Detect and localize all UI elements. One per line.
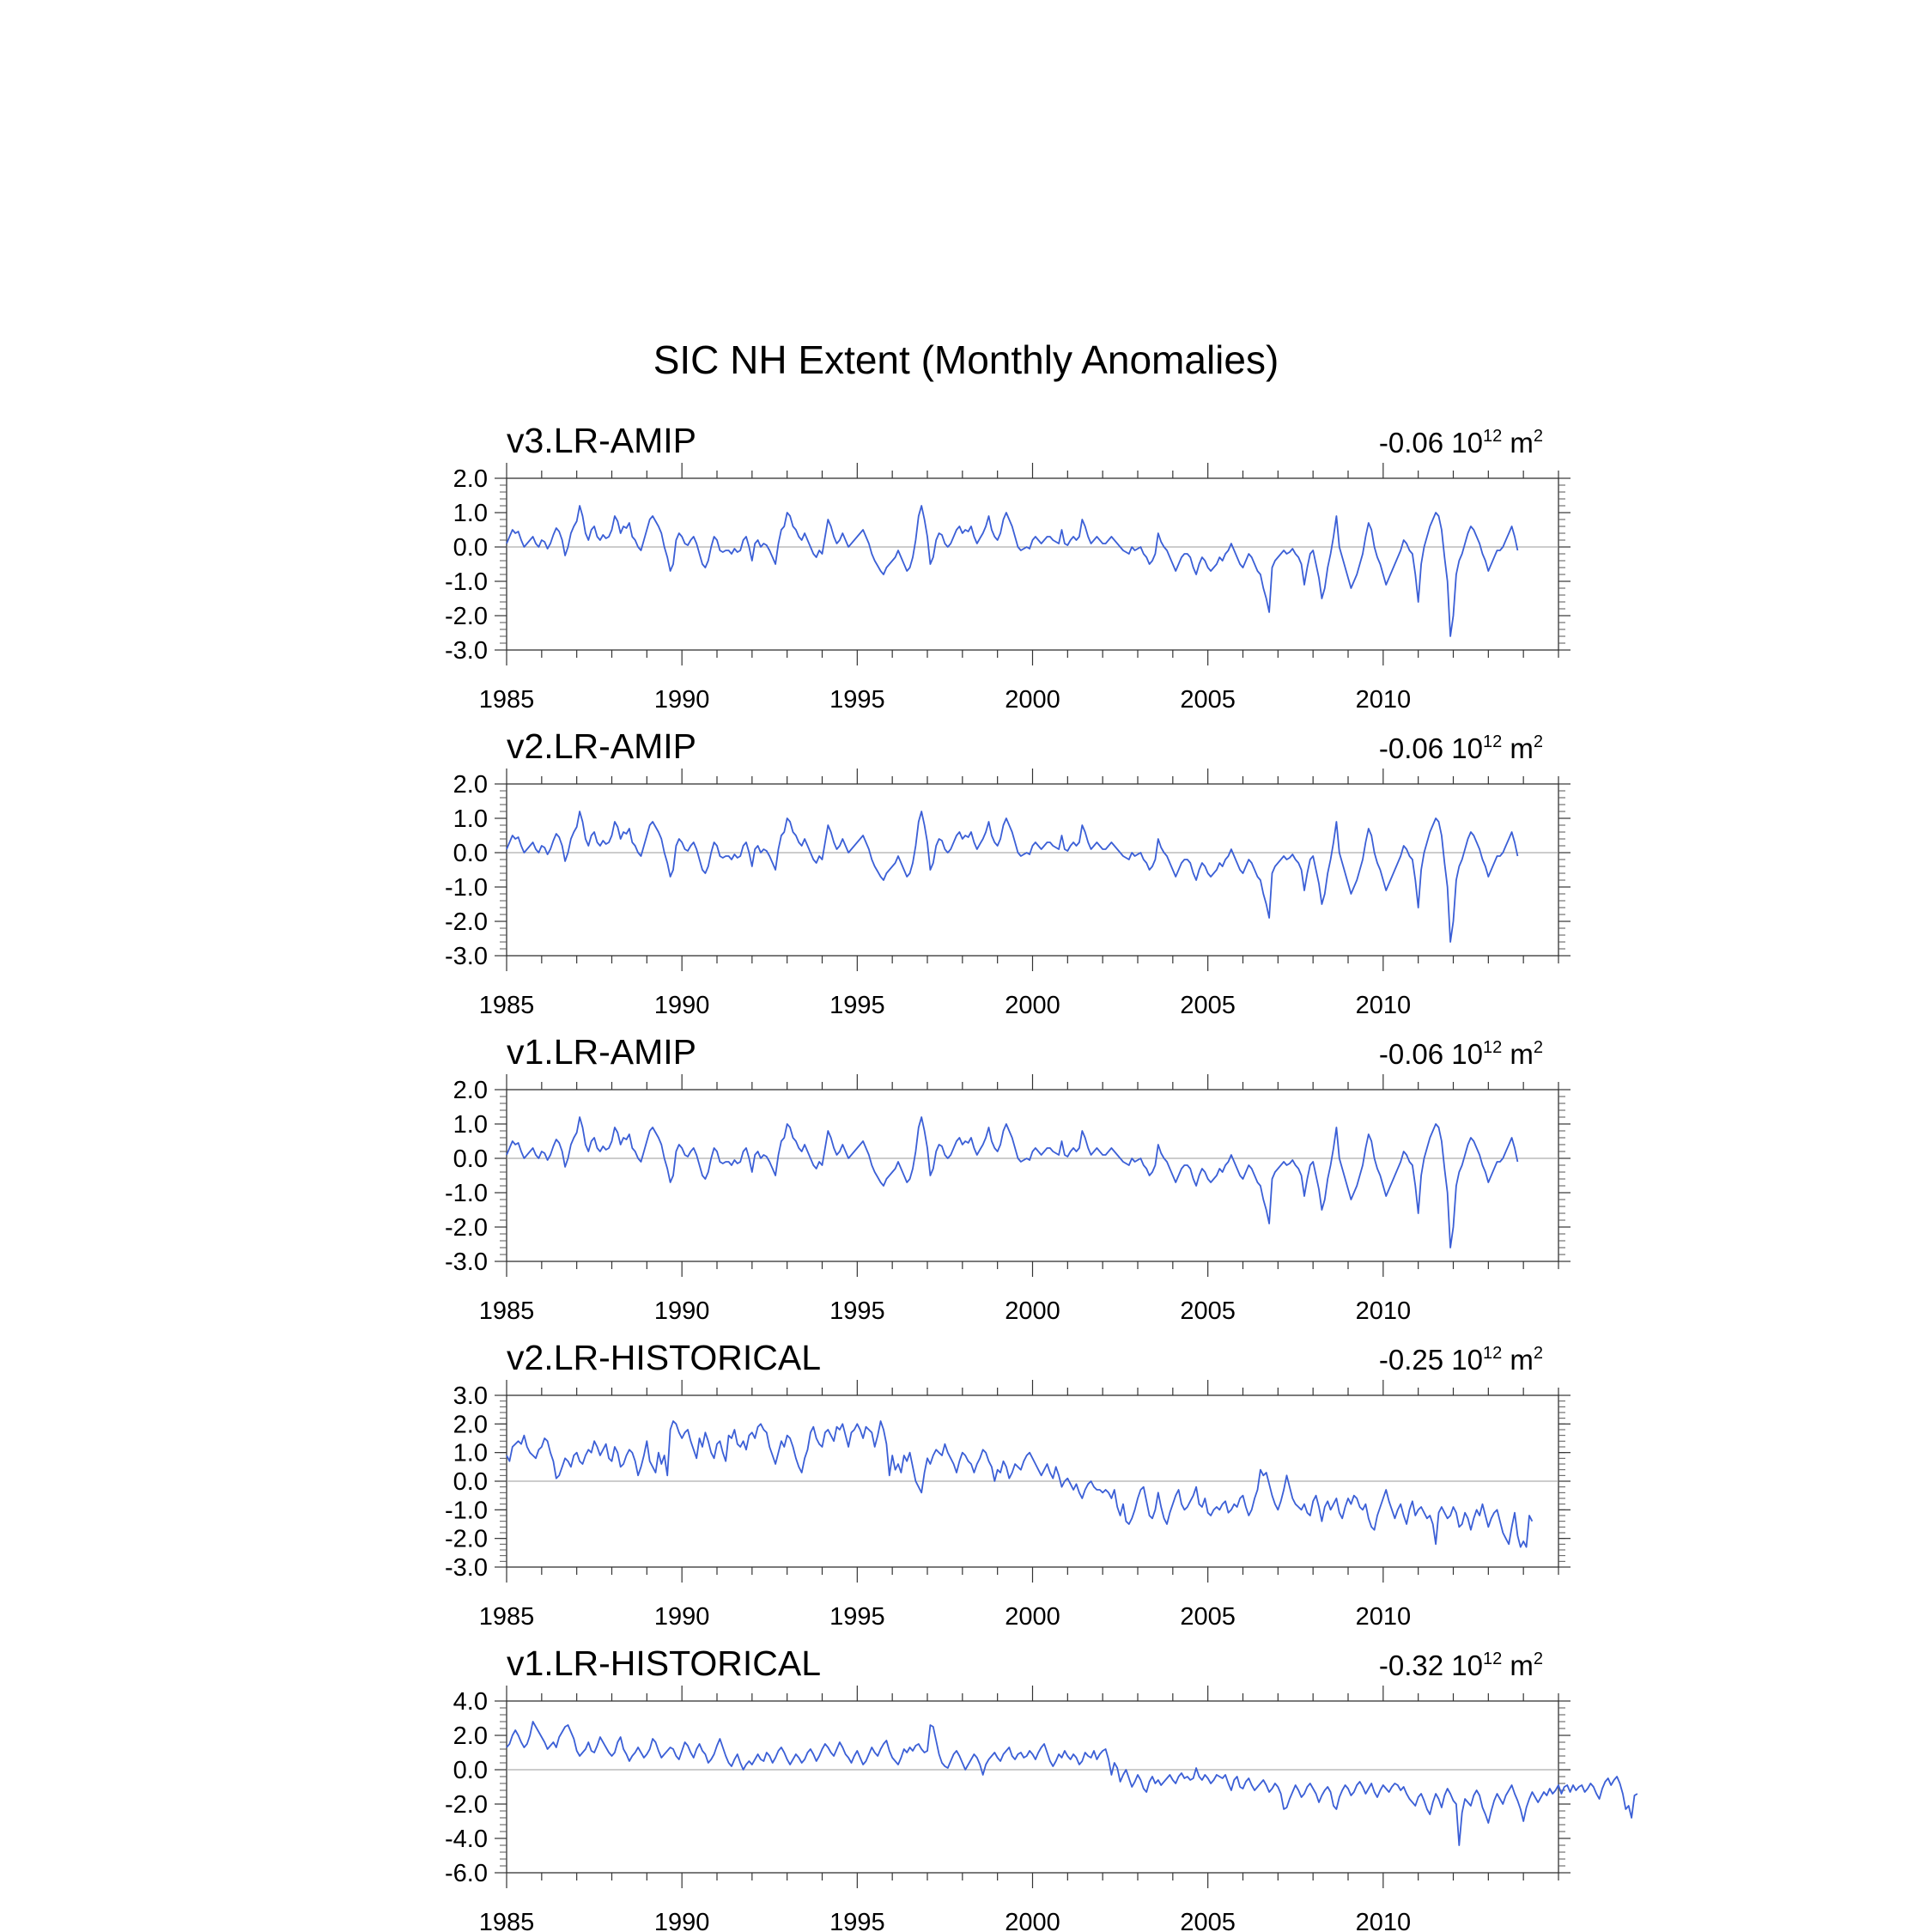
mean-label-text: m [1502,1344,1534,1376]
x-tick-label: 2000 [1005,1909,1060,1932]
y-tick-label: 0.0 [453,1468,488,1496]
plot-frame [507,478,1558,650]
panel-mean-label [1379,427,1543,459]
x-tick-label: 2005 [1180,1297,1236,1325]
mean-label-text: m [1502,1038,1534,1070]
x-tick-label: 2005 [1180,992,1236,1019]
x-tick-label: 2010 [1355,1603,1412,1631]
mean-label-superscript: 12 [1482,1344,1503,1363]
y-tick-label: 0.0 [453,1145,488,1173]
y-tick-label: -1.0 [445,874,488,902]
mean-label-text: m [1502,732,1534,764]
y-tick-label: -1.0 [445,568,488,596]
plot-frame [507,1090,1558,1261]
x-tick-label: 2000 [1005,686,1060,714]
mean-label-text: -0.06 10 [1378,1038,1483,1070]
mean-label-text: -0.06 10 [1378,732,1483,764]
x-tick-label: 1990 [653,992,710,1019]
series-line [507,1421,1532,1547]
y-tick-label: 4.0 [453,1688,488,1716]
y-tick-label: 1.0 [453,500,488,527]
mean-label-superscript: 12 [1482,1038,1503,1057]
panel-title: v3.LR-AMIP [507,421,696,460]
chart-panel-4 [445,1338,1571,1631]
series-line [507,1117,1517,1248]
y-tick-label: -2.0 [445,603,488,630]
mean-label-superscript: 12 [1482,1649,1503,1668]
chart-panel-1 [445,421,1571,714]
mean-label-superscript: 2 [1533,732,1543,751]
y-tick-label: 0.0 [453,840,488,867]
x-tick-label: 1990 [653,1297,710,1325]
y-tick-label: 1.0 [453,805,488,833]
panel-title: v1.LR-HISTORICAL [507,1643,822,1683]
y-tick-label: 2.0 [453,1722,488,1750]
x-tick-label: 2010 [1355,1297,1412,1325]
y-tick-label: -3.0 [445,637,488,665]
mean-label-text: -0.25 10 [1378,1344,1483,1376]
y-tick-label: -2.0 [445,1214,488,1242]
panel-mean-label [1379,732,1543,764]
figure-title: SIC NH Extent (Monthly Anomalies) [653,337,1279,382]
x-tick-label: 1985 [478,1603,535,1631]
x-tick-label: 1995 [829,1909,885,1932]
series-line [507,1722,1637,1845]
x-tick-label: 1990 [653,1603,710,1631]
mean-label-superscript: 2 [1533,1344,1543,1363]
x-tick-label: 1990 [653,686,710,714]
x-tick-label: 1985 [478,686,535,714]
x-tick-label: 2005 [1180,1909,1236,1932]
x-tick-label: 2000 [1005,992,1060,1019]
series-line [507,506,1517,636]
mean-label-superscript: 2 [1533,427,1543,446]
x-tick-label: 1995 [829,1603,885,1631]
x-tick-label: 1985 [478,1909,535,1932]
plot-frame [507,1701,1558,1873]
series-line [507,811,1517,942]
y-tick-label: -3.0 [445,943,488,970]
y-tick-label: -1.0 [445,1180,488,1207]
x-tick-label: 2010 [1355,992,1412,1019]
y-tick-label: -2.0 [445,908,488,936]
y-tick-label: -6.0 [445,1860,488,1887]
panel-mean-label [1379,1038,1543,1070]
y-tick-label: 2.0 [453,465,488,493]
x-tick-label: 1990 [653,1909,710,1932]
y-tick-label: -1.0 [445,1497,488,1525]
y-tick-label: 1.0 [453,1439,488,1467]
panel-title: v2.LR-HISTORICAL [507,1338,822,1377]
mean-label-text: -0.06 10 [1378,427,1483,459]
mean-label-superscript: 2 [1533,1038,1543,1057]
mean-label-text: m [1502,1649,1534,1681]
x-tick-label: 1985 [478,992,535,1019]
x-tick-label: 1985 [478,1297,535,1325]
mean-label-text: -0.32 10 [1378,1649,1483,1681]
x-tick-label: 1995 [829,992,885,1019]
y-tick-label: -2.0 [445,1525,488,1553]
y-tick-label: 2.0 [453,771,488,799]
x-tick-label: 2010 [1355,1909,1412,1932]
panel-mean-label [1379,1649,1543,1681]
x-tick-label: 2010 [1355,686,1412,714]
panel-mean-label [1379,1344,1543,1376]
y-tick-label: -4.0 [445,1826,488,1853]
panel-title: v1.LR-AMIP [507,1032,696,1072]
x-tick-label: 2005 [1180,1603,1236,1631]
y-tick-label: 2.0 [453,1411,488,1439]
x-tick-label: 2005 [1180,686,1236,714]
y-tick-label: 3.0 [453,1382,488,1410]
mean-label-text: m [1502,427,1534,459]
plot-frame [507,784,1558,956]
y-tick-label: -2.0 [445,1791,488,1819]
y-tick-label: -3.0 [445,1554,488,1582]
mean-label-superscript: 12 [1482,732,1503,751]
y-tick-label: 2.0 [453,1077,488,1104]
chart-panel-2 [445,726,1571,1019]
y-tick-label: 0.0 [453,1757,488,1784]
panels [445,421,1637,1932]
panel-title: v2.LR-AMIP [507,726,696,766]
chart-panel-5 [445,1643,1637,1932]
y-tick-label: -3.0 [445,1249,488,1276]
chart-panel-3 [445,1032,1571,1325]
mean-label-superscript: 12 [1482,427,1503,446]
y-tick-label: 0.0 [453,534,488,562]
mean-label-superscript: 2 [1533,1649,1543,1668]
x-tick-label: 2000 [1005,1297,1060,1325]
y-tick-label: 1.0 [453,1111,488,1139]
x-tick-label: 1995 [829,1297,885,1325]
x-tick-label: 2000 [1005,1603,1060,1631]
x-tick-label: 1995 [829,686,885,714]
